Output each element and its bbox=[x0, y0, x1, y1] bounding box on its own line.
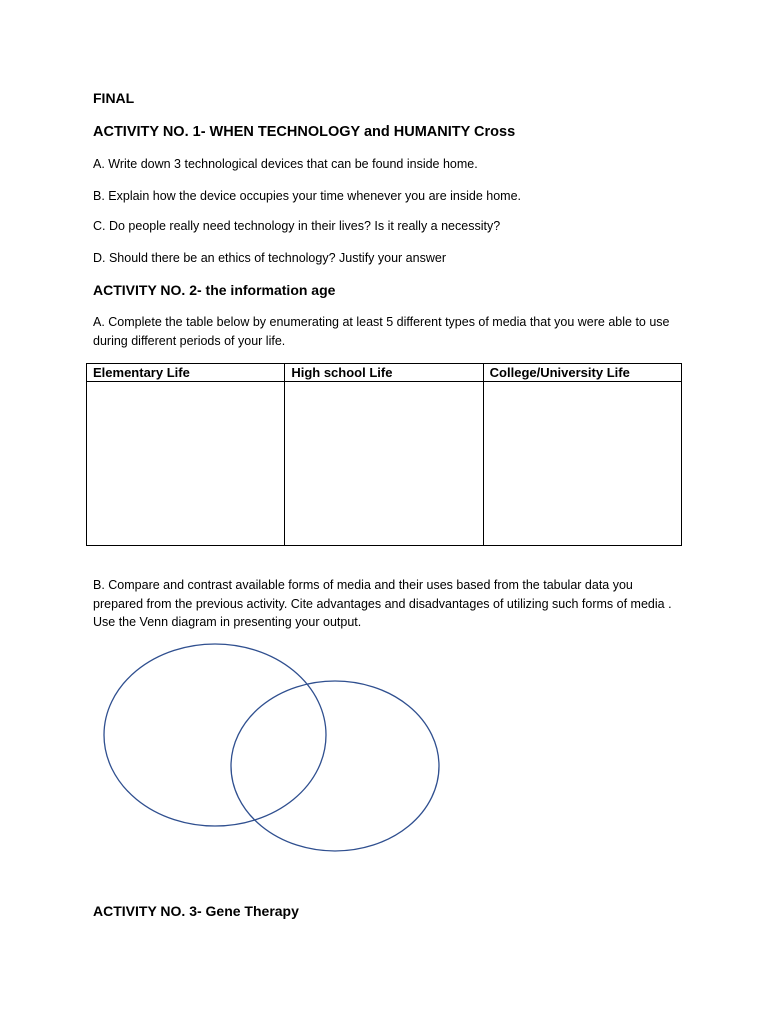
activity-3-heading: ACTIVITY NO. 3- Gene Therapy bbox=[93, 903, 299, 919]
document-title: FINAL bbox=[93, 90, 135, 106]
activity-1-item-c: C. Do people really need technology in their lives? Is it really a necessity? bbox=[93, 219, 501, 233]
activity-1-item-b: B. Explain how the device occupies your time whenever you are inside home. bbox=[93, 189, 522, 203]
header-elementary-life: Elementary Life bbox=[87, 364, 285, 382]
table-header-row bbox=[87, 364, 682, 382]
activity-2-item-a: A. Complete the table below by enumerating at least 5 different types of media that you were able to use during different periods of your life. bbox=[93, 315, 670, 348]
header-high-school-life: High school Life bbox=[285, 364, 483, 382]
cell-high-school-life[interactable] bbox=[285, 382, 483, 546]
venn-right-circle bbox=[231, 681, 439, 851]
venn-left-circle bbox=[104, 644, 326, 826]
activity-2-item-b: B. Compare and contrast available forms of media and their uses based from the tabular data you prepared from the previous activity. Cite advantages and disadvantages of utilizing such forms of media . Use the Venn diagram in presenting your output. bbox=[93, 578, 672, 629]
cell-elementary-life[interactable] bbox=[87, 382, 285, 546]
cell-college-university-life[interactable] bbox=[483, 382, 681, 546]
activity-2-heading: ACTIVITY NO. 2- the information age bbox=[93, 282, 336, 298]
header-college-university-life: College/University Life bbox=[483, 364, 681, 382]
media-periods-table bbox=[86, 363, 682, 546]
table-row bbox=[87, 382, 682, 546]
venn-diagram bbox=[100, 640, 445, 858]
activity-1-item-d: D. Should there be an ethics of technology? Justify your answer bbox=[93, 251, 446, 265]
activity-1-heading: ACTIVITY NO. 1- WHEN TECHNOLOGY and HUMANITY Cross bbox=[93, 124, 516, 140]
activity-1-item-a: A. Write down 3 technological devices that can be found inside home. bbox=[93, 157, 478, 171]
